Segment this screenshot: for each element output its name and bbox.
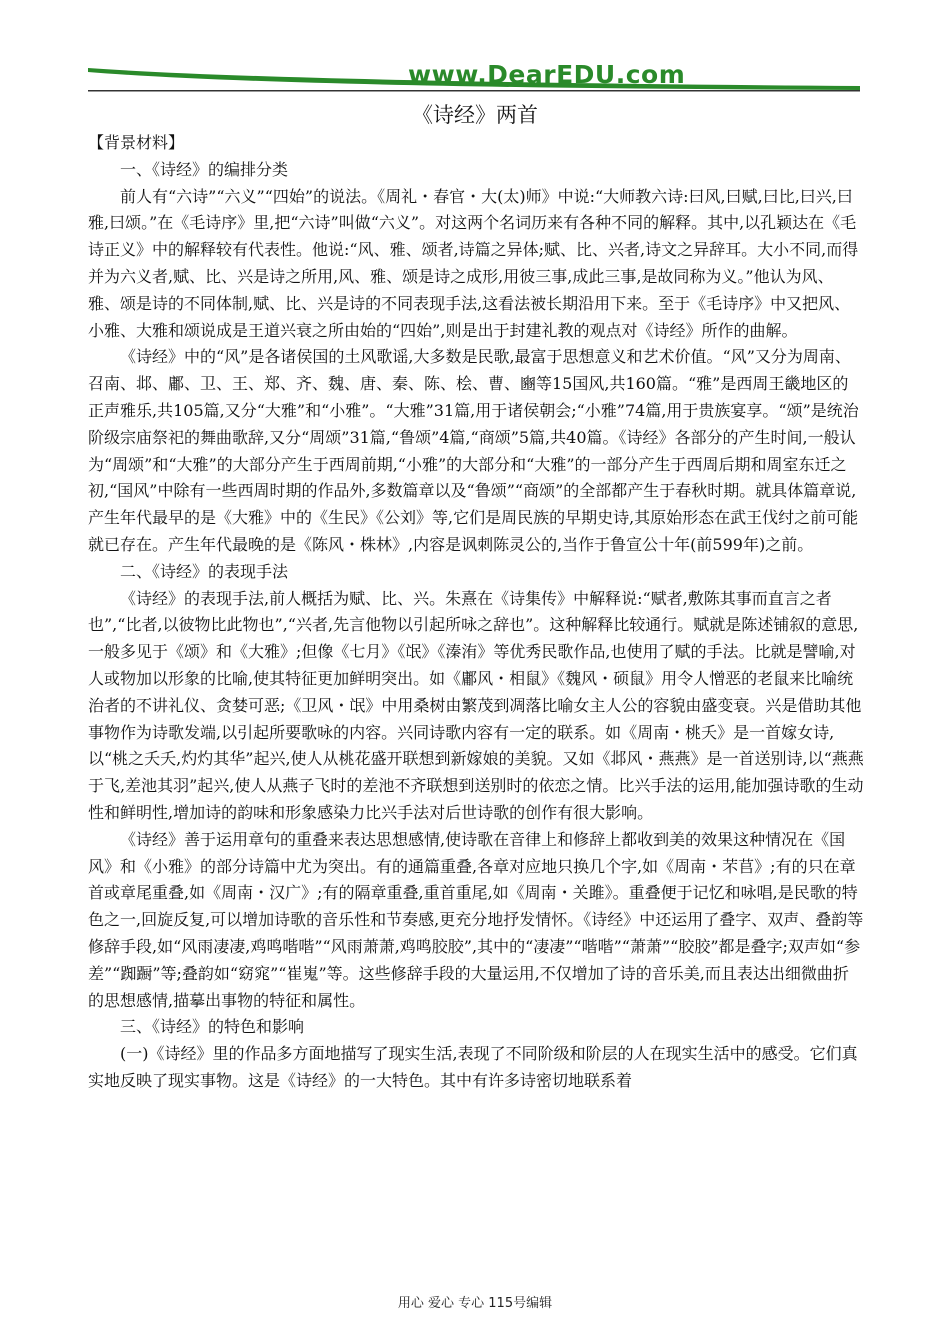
body-paragraph: (一)《诗经》里的作品多方面地描写了现实生活,表现了不同阶级和阶层的人在现实生活中的感受。它们真实地反映了现实事物。这是《诗经》的一大特色。其中有许多诗密切地联系着 — [88, 1044, 858, 1090]
section-heading: 二、《诗经》的表现手法 — [120, 561, 289, 581]
page-footer: 用心 爱心 专心 115号编辑 — [397, 1296, 553, 1311]
body-paragraph: 《诗经》中的“风”是各诸侯国的土风歌谣,大多数是民歌,最富于思想意义和艺术价值。“风”又分为周南、召南、邶、鄘、卫、王、郑、齐、魏、唐、秦、陈、桧、曹、豳等15国风,共160篇。“雅”是西周王畿地区的正声雅乐,共105篇,又分“大雅”和“小雅”。“大雅”31篇,用于诸侯朝会;“小雅”74篇,用于贵族宴享。“颂”是统治阶级宗庙祭祀的舞曲歌辞,又分“周颂”31篇,“鲁颂”4篇,“商颂”5篇,共40篇。《诗经》各部分的产生时间,一般认为“周颂”和“大雅”的大部分产生于西周前期,“小雅”的大部分和“大雅”的一部分产生于西周后期和周室东迁之初,“国风”中除有一些西周时期的作品外,多数篇章以及“鲁颂”“商颂”的全部都产生于春秋时期。就具体篇章说,产生年代最早的是《大雅》中的《生民》《公刘》等,它们是周民族的早期史诗,其原始形态在武王伐纣之前可能就已存在。产生年代最晚的是《陈风・株林》,内容是讽刺陈灵公的,当作于鲁宣公十年(前599年)之前。 — [88, 347, 859, 554]
body-paragraph: 前人有“六诗”“六义”“四始”的说法。《周礼・春官・大(太)师》中说:“大师教六诗:曰风,曰赋,曰比,曰兴,曰雅,曰颂。”在《毛诗序》里,把“六诗”叫做“六义”。对这两个名词历来有各种不同的解释。其中,以孔颖达在《毛诗正义》中的解释较有代表性。他说:“风、雅、颂者,诗篇之异体;赋、比、兴者,诗文之异辞耳。大小不同,而得并为六义者,赋、比、兴是诗之所用,风、雅、颂是诗之成形,用彼三事,成此三事,是故同称为义。”他认为风、雅、颂是诗的不同体制,赋、比、兴是诗的不同表现手法,这看法被长期沿用下来。至于《毛诗序》中又把风、小雅、大雅和颂说成是王道兴衰之所由始的“四始”,则是出于封建礼教的观点对《诗经》所作的曲解。 — [88, 186, 859, 340]
body-paragraph: 《诗经》善于运用章句的重叠来表达思想感情,使诗歌在音律上和修辞上都收到美的效果这种情况在《国风》和《小雅》的部分诗篇中尤为突出。有的通篇重叠,各章对应地只换几个字,如《周南・芣苢》;有的只在章首或章尾重叠,如《周南・汉广》;有的隔章重叠,重首重尾,如《周南・关雎》。重叠便于记忆和咏唱,是民歌的特色之一,回旋反复,可以增加诗歌的音乐性和节奏感,更充分地抒发情怀。《诗经》中还运用了叠字、双声、叠韵等修辞手段,如“风雨凄凄,鸡鸣喈喈”“风雨萧萧,鸡鸣胶胶”,其中的“凄凄”“喈喈”“萧萧”“胶胶”都是叠字;双声如“参差”“踟蹰”等;叠韵如“窈窕”“崔嵬”等。这些修辞手段的大量运用,不仅增加了诗的音乐美,而且表达出细微曲折的思想感情,描摹出事物的特征和属性。 — [88, 829, 864, 1010]
section-heading: 三、《诗经》的特色和影响 — [120, 1017, 305, 1037]
section-heading: 一、《诗经》的编排分类 — [120, 159, 289, 179]
site-header-banner — [88, 60, 860, 94]
document-title: 《诗经》两首 — [412, 103, 538, 127]
body-paragraph: 《诗经》的表现手法,前人概括为赋、比、兴。朱熹在《诗集传》中解释说:“赋者,敷陈其事而直言之者也”,“比者,以彼物比此物也”,“兴者,先言他物以引起所咏之辞也”。这种解释比较通行。赋就是陈述铺叙的意思,一般多见于《颂》和《大雅》;但像《七月》《氓》《溱洧》等优秀民歌作品,也使用了赋的手法。比就是譬喻,对人或物加以形象的比喻,使其特征更加鲜明突出。如《鄘风・相鼠》《魏风・硕鼠》用令人憎恶的老鼠来比喻统治者的不讲礼仪、贪婪可恶;《卫风・氓》中用桑树由繁茂到凋落比喻女主人公的容貌由盛变衰。兴是借助其他事物作为诗歌发端,以引起所要歌咏的内容。兴同诗歌内容有一定的联系。如《周南・桃夭》是一首嫁女诗,以“桃之夭夭,灼灼其华”起兴,使人从桃花盛开联想到新嫁娘的美貌。又如《邶风・燕燕》是一首送别诗,以“燕燕于飞,差池其羽”起兴,使人从燕子飞时的差池不齐联想到送别时的依恋之情。比兴手法的运用,能加强诗歌的生动性和鲜明性,增加诗的韵味和形象感染力比兴手法对后世诗歌的创作有很大影响。 — [88, 588, 864, 822]
site-logo-text[interactable]: www.DearEDU.com — [408, 60, 686, 89]
background-label: 【背景材料】 — [88, 133, 185, 152]
document-body — [88, 130, 864, 1095]
